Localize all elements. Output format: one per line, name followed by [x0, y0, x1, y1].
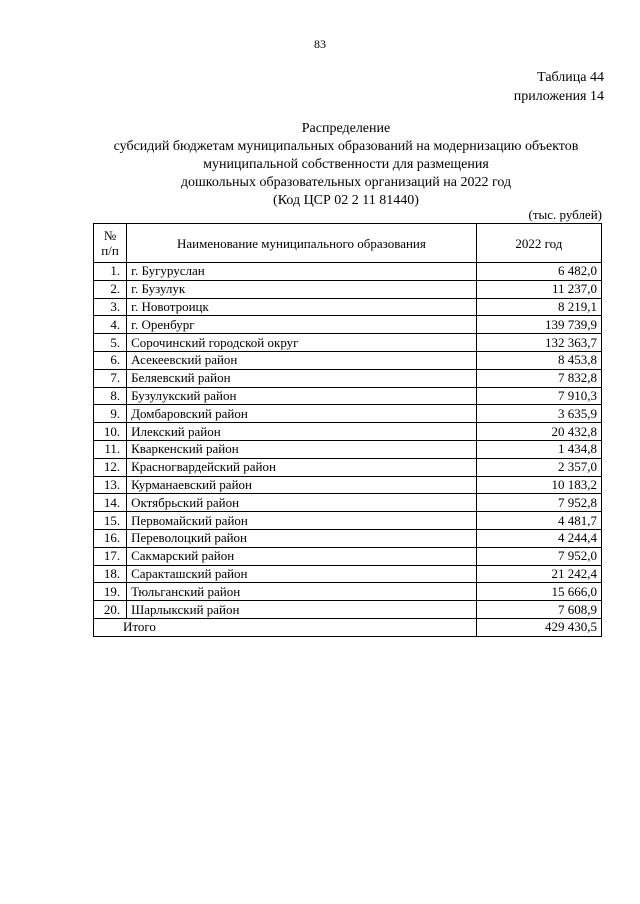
row-value: 7 608,9	[476, 601, 601, 619]
page-number: 83	[314, 37, 326, 51]
row-number: 9.	[94, 405, 127, 423]
table-row	[94, 405, 602, 423]
row-municipality: Сорочинский городской округ	[127, 334, 477, 352]
row-value: 1 434,8	[476, 440, 601, 458]
row-value: 4 481,7	[476, 512, 601, 530]
row-municipality: Шарлыкский район	[127, 601, 477, 619]
header-num: № п/п	[94, 224, 127, 263]
row-number: 13.	[94, 476, 127, 494]
title-line: (Код ЦСР 02 2 11 81440)	[273, 193, 419, 208]
row-value: 2 357,0	[476, 458, 601, 476]
row-municipality: Переволоцкий район	[127, 529, 477, 547]
row-number: 2.	[94, 280, 127, 298]
row-value: 10 183,2	[476, 476, 601, 494]
row-number: 5.	[94, 334, 127, 352]
table-row	[94, 512, 602, 530]
table-reference	[514, 68, 604, 106]
table-row	[94, 458, 602, 476]
row-number: 19.	[94, 583, 127, 601]
row-number: 7.	[94, 369, 127, 387]
row-municipality: Бузулукский район	[127, 387, 477, 405]
table-row	[94, 423, 602, 441]
row-number: 8.	[94, 387, 127, 405]
row-value: 21 242,4	[476, 565, 601, 583]
total-label: Итого	[94, 618, 477, 636]
row-value: 139 739,9	[476, 316, 601, 334]
table-row	[94, 387, 602, 405]
table-row	[94, 263, 602, 281]
table-row	[94, 334, 602, 352]
row-municipality: Илекский район	[127, 423, 477, 441]
table-row	[94, 565, 602, 583]
row-municipality: Асекеевский район	[127, 351, 477, 369]
row-municipality: Саракташский район	[127, 565, 477, 583]
row-number: 12.	[94, 458, 127, 476]
row-number: 17.	[94, 547, 127, 565]
row-value: 7 952,0	[476, 547, 601, 565]
row-value: 3 635,9	[476, 405, 601, 423]
table-row	[94, 351, 602, 369]
table-body	[94, 263, 602, 637]
table-header-row	[94, 224, 602, 263]
row-value: 20 432,8	[476, 423, 601, 441]
table-row	[94, 601, 602, 619]
title-line: субсидий бюджетам муниципальных образований на модернизацию объектов	[113, 139, 579, 154]
row-value: 7 832,8	[476, 369, 601, 387]
row-municipality: Беляевский район	[127, 369, 477, 387]
table-row	[94, 280, 602, 298]
document-title	[60, 120, 632, 210]
row-municipality: Домбаровский район	[127, 405, 477, 423]
row-number: 1.	[94, 263, 127, 281]
table-row	[94, 298, 602, 316]
units-label: (тыс. рублей)	[528, 207, 602, 222]
total-row	[94, 618, 602, 636]
table-row	[94, 316, 602, 334]
row-value: 15 666,0	[476, 583, 601, 601]
header-year: 2022 год	[476, 224, 601, 263]
title-line: муниципальной собственности для размещения	[203, 157, 489, 172]
row-number: 6.	[94, 351, 127, 369]
row-value: 6 482,0	[476, 263, 601, 281]
row-number: 18.	[94, 565, 127, 583]
row-municipality: Курманаевский район	[127, 476, 477, 494]
row-number: 10.	[94, 423, 127, 441]
title-line: дошкольных образовательных организаций на 2022 год	[180, 175, 512, 190]
row-value: 132 363,7	[476, 334, 601, 352]
table-row	[94, 547, 602, 565]
row-number: 4.	[94, 316, 127, 334]
row-value: 7 952,8	[476, 494, 601, 512]
row-number: 16.	[94, 529, 127, 547]
row-municipality: г. Бугуруслан	[127, 263, 477, 281]
row-municipality: Кваркенский район	[127, 440, 477, 458]
row-value: 8 219,1	[476, 298, 601, 316]
row-municipality: Тюльганский район	[127, 583, 477, 601]
table-reference-line: приложения 14	[513, 89, 604, 104]
row-number: 3.	[94, 298, 127, 316]
row-number: 15.	[94, 512, 127, 530]
row-municipality: Красногвардейский район	[127, 458, 477, 476]
table-row	[94, 494, 602, 512]
table-row	[94, 440, 602, 458]
table-row	[94, 583, 602, 601]
total-value: 429 430,5	[476, 618, 601, 636]
table-row	[94, 476, 602, 494]
row-value: 8 453,8	[476, 351, 601, 369]
row-value: 4 244,4	[476, 529, 601, 547]
row-value: 7 910,3	[476, 387, 601, 405]
table-row	[94, 529, 602, 547]
row-municipality: г. Новотроицк	[127, 298, 477, 316]
row-municipality: Первомайский район	[127, 512, 477, 530]
row-number: 20.	[94, 601, 127, 619]
header-name: Наименование муниципального образования	[127, 224, 477, 263]
row-value: 11 237,0	[476, 280, 601, 298]
row-municipality: Сакмарский район	[127, 547, 477, 565]
row-number: 11.	[94, 440, 127, 458]
subsidy-table	[93, 223, 602, 637]
row-municipality: г. Оренбург	[127, 316, 477, 334]
row-municipality: Октябрьский район	[127, 494, 477, 512]
table-reference-line: Таблица 44	[537, 70, 604, 85]
row-number: 14.	[94, 494, 127, 512]
table-row	[94, 369, 602, 387]
row-municipality: г. Бузулук	[127, 280, 477, 298]
title-line: Распределение	[301, 121, 391, 136]
